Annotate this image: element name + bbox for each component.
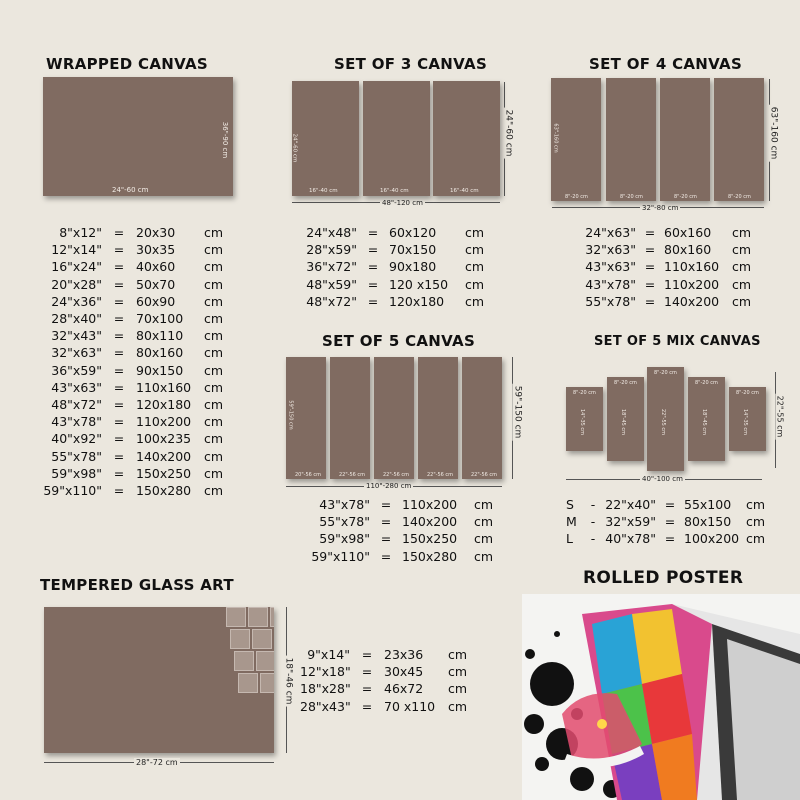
size-unit: cm bbox=[474, 548, 494, 564]
size-inches: 36"x59" bbox=[51, 362, 102, 378]
size-row bbox=[310, 496, 493, 513]
size-row bbox=[303, 241, 484, 258]
size-unit: cm bbox=[204, 293, 224, 309]
size-inches: 18"x28" bbox=[300, 681, 351, 697]
size-equals: = bbox=[113, 397, 125, 413]
size-equals: = bbox=[113, 448, 125, 464]
size-inches: 40"x92" bbox=[51, 431, 102, 447]
rolled-poster-image bbox=[522, 594, 800, 800]
glass-reflection-tile bbox=[234, 651, 254, 671]
size-inches: 32"x63" bbox=[51, 345, 102, 361]
size-unit: cm bbox=[204, 414, 224, 430]
size-centimeters: 80x110 bbox=[136, 328, 184, 344]
set4-panel bbox=[660, 78, 710, 201]
size-inches: 48"x59" bbox=[306, 276, 357, 292]
set3-panel bbox=[292, 81, 359, 196]
glass-reflection-tile bbox=[226, 607, 246, 627]
size-centimeters: 100x200 bbox=[684, 531, 740, 547]
size-unit: cm bbox=[465, 259, 485, 275]
wrapped-canvas-title: WRAPPED CANVAS bbox=[46, 55, 208, 73]
size-unit: cm bbox=[204, 483, 224, 499]
size-row bbox=[40, 344, 223, 361]
size-code: L bbox=[566, 531, 573, 547]
size-equals: = bbox=[367, 225, 379, 240]
size-centimeters: 140x200 bbox=[136, 448, 192, 464]
size-centimeters: 110x200 bbox=[664, 276, 720, 292]
set3-total-width-label: 48"-120 cm bbox=[382, 199, 423, 207]
size-equals: = bbox=[367, 242, 379, 258]
size-unit: cm bbox=[474, 514, 494, 530]
mix5-panel-width-label: 8"-20 cm bbox=[695, 380, 718, 386]
size-dash: - bbox=[590, 531, 596, 547]
set5-panel-width-label: 22"-56 cm bbox=[471, 472, 498, 478]
set3-panel bbox=[363, 81, 430, 196]
size-centimeters: 50x70 bbox=[136, 276, 176, 292]
size-centimeters: 150x250 bbox=[402, 531, 458, 547]
size-inches: 20"x28" bbox=[51, 276, 102, 292]
mix5-panel-width-label: 8"-20 cm bbox=[654, 370, 677, 376]
set4-total-width-label: 32"-80 cm bbox=[642, 204, 679, 212]
size-centimeters: 100x235 bbox=[136, 431, 192, 447]
glass-reflection-tile bbox=[238, 673, 258, 693]
set3-panel-height-label: 24"-60 cm bbox=[291, 133, 298, 163]
size-row bbox=[310, 513, 493, 530]
size-unit: cm bbox=[465, 242, 485, 258]
size-equals: = bbox=[367, 259, 379, 275]
size-equals: = bbox=[113, 311, 125, 327]
size-dash: - bbox=[590, 497, 596, 512]
size-inches: 43"x78" bbox=[319, 497, 370, 512]
size-inches: 32"x43" bbox=[51, 328, 102, 344]
size-inches: 22"x40" bbox=[605, 497, 656, 512]
set5-panel bbox=[462, 357, 502, 479]
size-equals: = bbox=[113, 483, 125, 499]
size-row bbox=[40, 413, 223, 430]
size-inches: 59"x110" bbox=[311, 548, 370, 564]
size-centimeters: 23x36 bbox=[384, 647, 424, 662]
size-row bbox=[40, 482, 223, 499]
size-unit: cm bbox=[732, 259, 752, 275]
size-unit: cm bbox=[204, 242, 224, 258]
size-unit: cm bbox=[448, 647, 468, 662]
size-equals: = bbox=[113, 276, 125, 292]
set5-height-label: 59"-150 cm bbox=[512, 385, 523, 439]
size-equals: = bbox=[380, 514, 392, 530]
size-unit: cm bbox=[448, 681, 468, 697]
size-equals: = bbox=[113, 362, 125, 378]
mix5-size-list bbox=[566, 496, 765, 548]
size-row bbox=[40, 396, 223, 413]
size-row bbox=[310, 548, 493, 565]
set5-panel-width-label: 22"-56 cm bbox=[339, 472, 366, 478]
set5-total-width-label: 110"-280 cm bbox=[366, 482, 412, 490]
size-equals: = bbox=[644, 259, 656, 275]
set5-panel-width-label: 20"-56 cm bbox=[295, 472, 322, 478]
set5-size-list bbox=[310, 496, 493, 565]
poster-illustration bbox=[522, 594, 800, 800]
size-inches: 8"x12" bbox=[59, 225, 102, 240]
size-unit: cm bbox=[465, 293, 485, 309]
size-equals: = bbox=[113, 225, 125, 240]
size-row bbox=[566, 530, 765, 547]
size-unit: cm bbox=[204, 225, 224, 240]
set4-title: SET OF 4 CANVAS bbox=[589, 55, 743, 73]
mix5-panel-width-label: 8"-20 cm bbox=[573, 390, 596, 396]
size-unit: cm bbox=[204, 276, 224, 292]
size-centimeters: 110x200 bbox=[136, 414, 192, 430]
set5-panel bbox=[374, 357, 414, 479]
size-centimeters: 70x150 bbox=[389, 242, 437, 258]
wrapped-width-label: 24"-60 cm bbox=[112, 186, 149, 194]
size-unit: cm bbox=[474, 531, 494, 547]
size-unit: cm bbox=[204, 379, 224, 395]
mix5-total-width-label: 40"-100 cm bbox=[642, 475, 683, 483]
size-unit: cm bbox=[204, 448, 224, 464]
size-equals: = bbox=[113, 293, 125, 309]
size-unit: cm bbox=[732, 276, 752, 292]
mix5-height-label: 22"-55 cm bbox=[775, 395, 785, 438]
size-centimeters: 120x180 bbox=[389, 293, 445, 309]
set4-panel-width-label: 8"-20 cm bbox=[728, 194, 751, 200]
mix5-panel-height-label: 14"-35 cm bbox=[579, 408, 586, 436]
size-equals: = bbox=[644, 242, 656, 258]
size-centimeters: 110x160 bbox=[664, 259, 720, 275]
glass-title: TEMPERED GLASS ART bbox=[40, 576, 234, 594]
size-row bbox=[40, 430, 223, 447]
size-unit: cm bbox=[204, 311, 224, 327]
set4-panel bbox=[606, 78, 656, 201]
size-centimeters: 46x72 bbox=[384, 681, 424, 697]
size-inches: 48"x72" bbox=[51, 397, 102, 413]
size-centimeters: 90x180 bbox=[389, 259, 437, 275]
glass-reflection-tile bbox=[270, 607, 274, 627]
size-centimeters: 110x160 bbox=[136, 379, 192, 395]
size-inches: 32"x63" bbox=[585, 242, 636, 258]
size-centimeters: 55x100 bbox=[684, 497, 732, 512]
size-inches: 24"x36" bbox=[51, 293, 102, 309]
size-row bbox=[40, 448, 223, 465]
size-inches: 24"x63" bbox=[585, 225, 636, 240]
glass-panel bbox=[44, 607, 274, 753]
size-row bbox=[310, 530, 493, 547]
set5-title: SET OF 5 CANVAS bbox=[322, 332, 476, 350]
size-row bbox=[303, 258, 484, 275]
size-unit: cm bbox=[204, 397, 224, 413]
size-centimeters: 30x45 bbox=[384, 664, 424, 680]
set3-panel-width-label: 16"-40 cm bbox=[309, 188, 338, 194]
size-unit: cm bbox=[732, 242, 752, 258]
size-unit: cm bbox=[204, 345, 224, 361]
size-inches: 16"x24" bbox=[51, 259, 102, 275]
mix5-title: SET OF 5 MIX CANVAS bbox=[594, 334, 761, 349]
set4-panel-height-label: 63"-160 cm bbox=[552, 123, 559, 153]
size-row bbox=[40, 258, 223, 275]
size-centimeters: 30x35 bbox=[136, 242, 176, 258]
set4-size-list bbox=[582, 224, 751, 310]
mix5-panel-height-label: 14"-35 cm bbox=[742, 408, 749, 436]
size-equals: = bbox=[644, 276, 656, 292]
size-centimeters: 20x30 bbox=[136, 225, 176, 240]
size-centimeters: 90x150 bbox=[136, 362, 184, 378]
size-unit: cm bbox=[474, 497, 494, 512]
glass-reflection-tile bbox=[260, 673, 274, 693]
size-unit: cm bbox=[746, 514, 766, 530]
size-centimeters: 150x280 bbox=[402, 548, 458, 564]
size-centimeters: 140x200 bbox=[402, 514, 458, 530]
size-centimeters: 150x250 bbox=[136, 465, 192, 481]
size-centimeters: 40x60 bbox=[136, 259, 176, 275]
glass-reflection-tile bbox=[248, 607, 268, 627]
set3-height-label: 24"-60 cm bbox=[503, 109, 514, 157]
size-row bbox=[40, 293, 223, 310]
wrapped-canvas-panel bbox=[43, 77, 233, 196]
set4-panel bbox=[714, 78, 764, 201]
size-centimeters: 140x200 bbox=[664, 293, 720, 309]
mix5-panel-height-label: 18"-45 cm bbox=[701, 408, 708, 436]
size-unit: cm bbox=[204, 465, 224, 481]
set4-panel-width-label: 8"-20 cm bbox=[565, 194, 588, 200]
mix5-panel-height-label: 18"-45 cm bbox=[620, 408, 627, 436]
size-centimeters: 120 x150 bbox=[389, 276, 449, 292]
size-inches: 43"x63" bbox=[51, 379, 102, 395]
size-unit: cm bbox=[204, 328, 224, 344]
size-unit: cm bbox=[465, 225, 485, 240]
size-unit: cm bbox=[204, 431, 224, 447]
size-equals: = bbox=[113, 345, 125, 361]
wrapped-size-list bbox=[40, 224, 223, 499]
size-equals: = bbox=[113, 259, 125, 275]
size-dash: - bbox=[590, 514, 596, 530]
size-row bbox=[40, 224, 223, 241]
size-row bbox=[566, 496, 765, 513]
size-centimeters: 150x280 bbox=[136, 483, 192, 499]
size-inches: 12"x14" bbox=[51, 242, 102, 258]
size-equals: = bbox=[380, 497, 392, 512]
set4-panel-width-label: 8"-20 cm bbox=[620, 194, 643, 200]
set4-panel-width-label: 8"-20 cm bbox=[674, 194, 697, 200]
size-equals: = bbox=[367, 276, 379, 292]
mix5-panel-width-label: 8"-20 cm bbox=[736, 390, 759, 396]
size-centimeters: 110x200 bbox=[402, 497, 458, 512]
size-centimeters: 80x150 bbox=[684, 514, 732, 530]
size-centimeters: 70 x110 bbox=[384, 698, 436, 714]
set5-panel bbox=[330, 357, 370, 479]
size-row bbox=[300, 663, 467, 680]
size-unit: cm bbox=[465, 276, 485, 292]
set5-panel-width-label: 22"-56 cm bbox=[427, 472, 454, 478]
size-equals: = bbox=[664, 514, 676, 530]
size-equals: = bbox=[664, 497, 676, 512]
mix5-panel-height-label: 22"-55 cm bbox=[660, 408, 667, 436]
size-equals: = bbox=[361, 664, 373, 680]
size-code: M bbox=[566, 514, 577, 530]
size-row bbox=[40, 241, 223, 258]
size-equals: = bbox=[361, 647, 373, 662]
size-equals: = bbox=[113, 379, 125, 395]
size-row bbox=[40, 379, 223, 396]
size-centimeters: 60x90 bbox=[136, 293, 176, 309]
size-equals: = bbox=[367, 293, 379, 309]
size-row bbox=[40, 276, 223, 293]
set3-title: SET OF 3 CANVAS bbox=[334, 55, 488, 73]
size-inches: 55"x78" bbox=[319, 514, 370, 530]
mix5-panel-width-label: 8"-20 cm bbox=[614, 380, 637, 386]
size-centimeters: 60x120 bbox=[389, 225, 437, 240]
wrapped-height-label: 36"-90 cm bbox=[221, 121, 230, 159]
glass-width-label: 28"-72 cm bbox=[136, 758, 178, 767]
size-equals: = bbox=[664, 531, 676, 547]
size-unit: cm bbox=[746, 497, 766, 512]
size-unit: cm bbox=[732, 225, 752, 240]
size-unit: cm bbox=[448, 664, 468, 680]
size-inches: 43"x78" bbox=[51, 414, 102, 430]
size-equals: = bbox=[361, 681, 373, 697]
size-row bbox=[300, 646, 467, 663]
size-inches: 28"x40" bbox=[51, 311, 102, 327]
size-inches: 9"x14" bbox=[307, 647, 350, 662]
size-inches: 43"x63" bbox=[585, 259, 636, 275]
size-inches: 24"x48" bbox=[306, 225, 357, 240]
set5-panel-height-label: 59"-150 cm bbox=[287, 400, 294, 430]
size-inches: 48"x72" bbox=[306, 293, 357, 309]
size-row bbox=[566, 513, 765, 530]
size-row bbox=[300, 680, 467, 697]
size-row bbox=[303, 224, 484, 241]
size-row bbox=[40, 362, 223, 379]
size-equals: = bbox=[644, 225, 656, 240]
size-equals: = bbox=[361, 698, 373, 714]
size-centimeters: 80x160 bbox=[664, 242, 712, 258]
size-inches: 36"x72" bbox=[306, 259, 357, 275]
size-unit: cm bbox=[204, 362, 224, 378]
size-centimeters: 80x160 bbox=[136, 345, 184, 361]
size-row bbox=[582, 258, 751, 275]
size-row bbox=[303, 293, 484, 310]
size-row bbox=[300, 698, 467, 715]
poster-title: ROLLED POSTER bbox=[583, 568, 744, 588]
size-row bbox=[582, 276, 751, 293]
size-equals: = bbox=[113, 242, 125, 258]
glass-reflection-tile bbox=[256, 651, 274, 671]
size-inches: 59"x98" bbox=[319, 531, 370, 547]
size-equals: = bbox=[113, 414, 125, 430]
set3-panel-width-label: 16"-40 cm bbox=[380, 188, 409, 194]
size-inches: 59"x98" bbox=[51, 465, 102, 481]
size-inches: 32"x59" bbox=[605, 514, 656, 530]
size-row bbox=[582, 224, 751, 241]
size-row bbox=[303, 276, 484, 293]
size-equals: = bbox=[113, 465, 125, 481]
size-unit: cm bbox=[746, 531, 766, 547]
size-row bbox=[582, 241, 751, 258]
size-unit: cm bbox=[204, 259, 224, 275]
size-equals: = bbox=[380, 531, 392, 547]
size-inches: 55"x78" bbox=[585, 293, 636, 309]
size-equals: = bbox=[113, 328, 125, 344]
size-centimeters: 120x180 bbox=[136, 397, 192, 413]
size-row bbox=[40, 327, 223, 344]
size-equals: = bbox=[380, 548, 392, 564]
glass-height-label: 18"-46 cm bbox=[283, 657, 294, 705]
set3-panel bbox=[433, 81, 500, 196]
size-inches: 40"x78" bbox=[605, 531, 656, 547]
size-equals: = bbox=[113, 431, 125, 447]
size-inches: 12"x18" bbox=[300, 664, 351, 680]
glass-reflection-tile bbox=[230, 629, 250, 649]
size-inches: 43"x78" bbox=[585, 276, 636, 292]
set5-panel bbox=[418, 357, 458, 479]
size-equals: = bbox=[644, 293, 656, 309]
size-unit: cm bbox=[732, 293, 752, 309]
size-centimeters: 70x100 bbox=[136, 311, 184, 327]
size-unit: cm bbox=[448, 698, 468, 714]
size-row bbox=[582, 293, 751, 310]
size-row bbox=[40, 465, 223, 482]
size-centimeters: 60x160 bbox=[664, 225, 712, 240]
set4-height-label: 63"-160 cm bbox=[768, 106, 779, 160]
set5-panel-width-label: 22"-56 cm bbox=[383, 472, 410, 478]
size-code: S bbox=[566, 497, 574, 512]
size-inches: 59"x110" bbox=[43, 483, 102, 499]
size-inches: 28"x59" bbox=[306, 242, 357, 258]
size-row bbox=[40, 310, 223, 327]
set3-panel-width-label: 16"-40 cm bbox=[450, 188, 479, 194]
size-inches: 28"x43" bbox=[300, 698, 351, 714]
set3-size-list bbox=[303, 224, 484, 310]
glass-size-list bbox=[300, 646, 467, 715]
glass-reflection-tile bbox=[252, 629, 272, 649]
size-inches: 55"x78" bbox=[51, 448, 102, 464]
